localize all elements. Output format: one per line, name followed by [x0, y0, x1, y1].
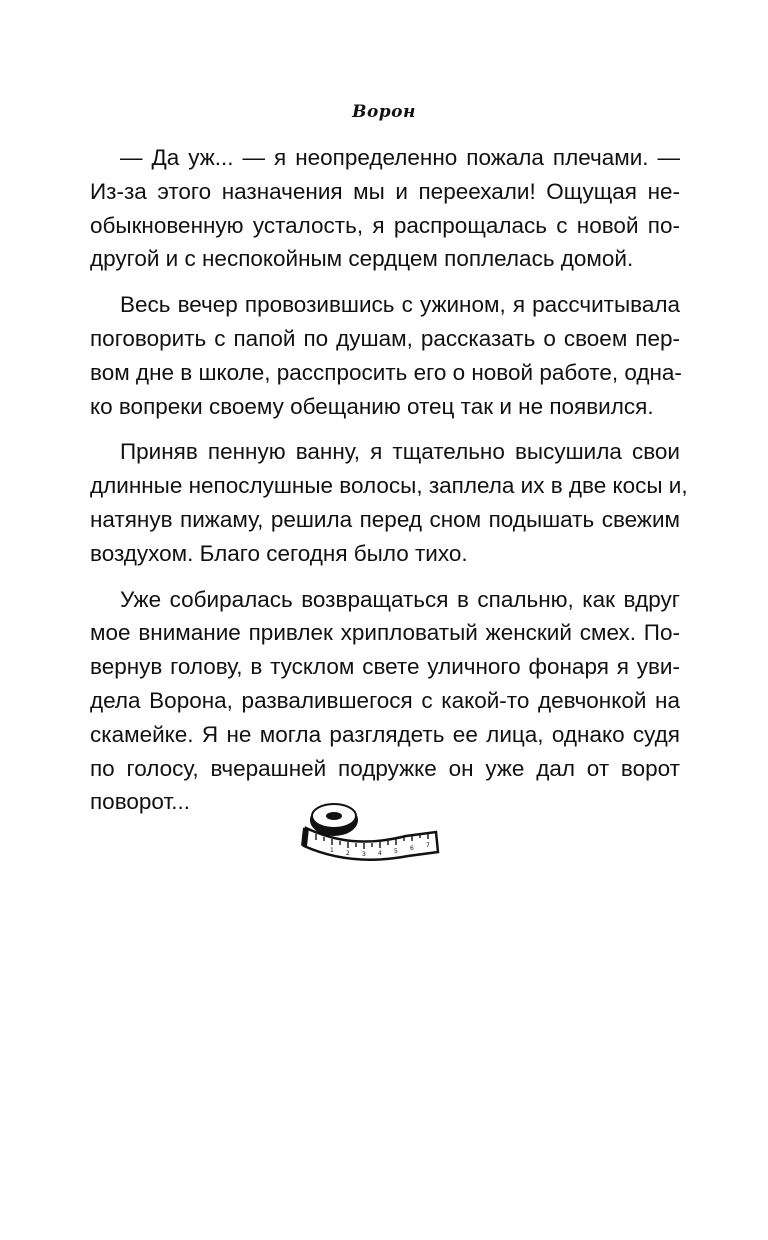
text-line: поворот... — [90, 789, 191, 815]
tape-case-center — [326, 812, 342, 820]
body-text — [90, 141, 688, 831]
text-line: поговорить с папой по душам, рассказать о своем пер- — [90, 325, 680, 351]
text-line: вом дне в школе, расспросить его о новой работе, одна- — [90, 359, 682, 385]
text-line: — Да уж... — я неопределенно пожала плечами. — — [120, 145, 680, 170]
text-line: длинные непослушные волосы, заплела их в две косы и, — [90, 473, 688, 499]
paragraph — [90, 583, 680, 820]
svg-text:4: 4 — [378, 850, 382, 857]
tape-edge — [304, 828, 306, 846]
paragraph — [90, 435, 688, 570]
text-line: обыкновенную усталость, я распрощалась с новой по- — [90, 212, 680, 238]
text-line: Приняв пенную ванну, я тщательно высушила свои — [120, 439, 680, 465]
svg-text:2: 2 — [346, 850, 350, 857]
measuring-tape-icon — [296, 794, 446, 864]
text-line: вернув голову, в тусклом свете уличного фонаря я уви- — [90, 654, 680, 680]
text-line: по голосу, вчерашней подружке он уже дал от ворот — [90, 755, 680, 781]
paragraph — [90, 141, 680, 276]
text-line: воздухом. Благо сегодня было тихо. — [90, 540, 468, 566]
svg-text:3: 3 — [362, 851, 366, 858]
svg-text:6: 6 — [410, 845, 414, 852]
text-line: натянув пижаму, решила перед сном подышать свежим — [90, 506, 680, 532]
svg-text:7: 7 — [426, 842, 430, 849]
text-line: ко вопреки своему обещанию отец так и не появился. — [90, 393, 654, 419]
paragraph — [90, 288, 680, 423]
svg-text:1: 1 — [330, 847, 334, 854]
text-line: скамейке. Я не могла разглядеть ее лица, однако судя — [90, 721, 680, 747]
text-line: Уже собиралась возвращаться в спальню, как вдруг — [120, 586, 680, 612]
text-line: другой и с неспокойным сердцем поплелась домой. — [90, 246, 634, 272]
running-head: Ворон — [352, 102, 416, 122]
text-line: Из-за этого назначения мы и переехали! Ощущая не- — [90, 178, 680, 204]
text-line: Весь вечер провозившись с ужином, я рассчитывала — [120, 292, 680, 318]
svg-text:5: 5 — [394, 848, 398, 855]
text-line: дела Ворона, развалившегося с какой-то девчонкой на — [90, 687, 680, 713]
text-line: мое внимание привлек хрипловатый женский смех. По- — [90, 620, 680, 646]
